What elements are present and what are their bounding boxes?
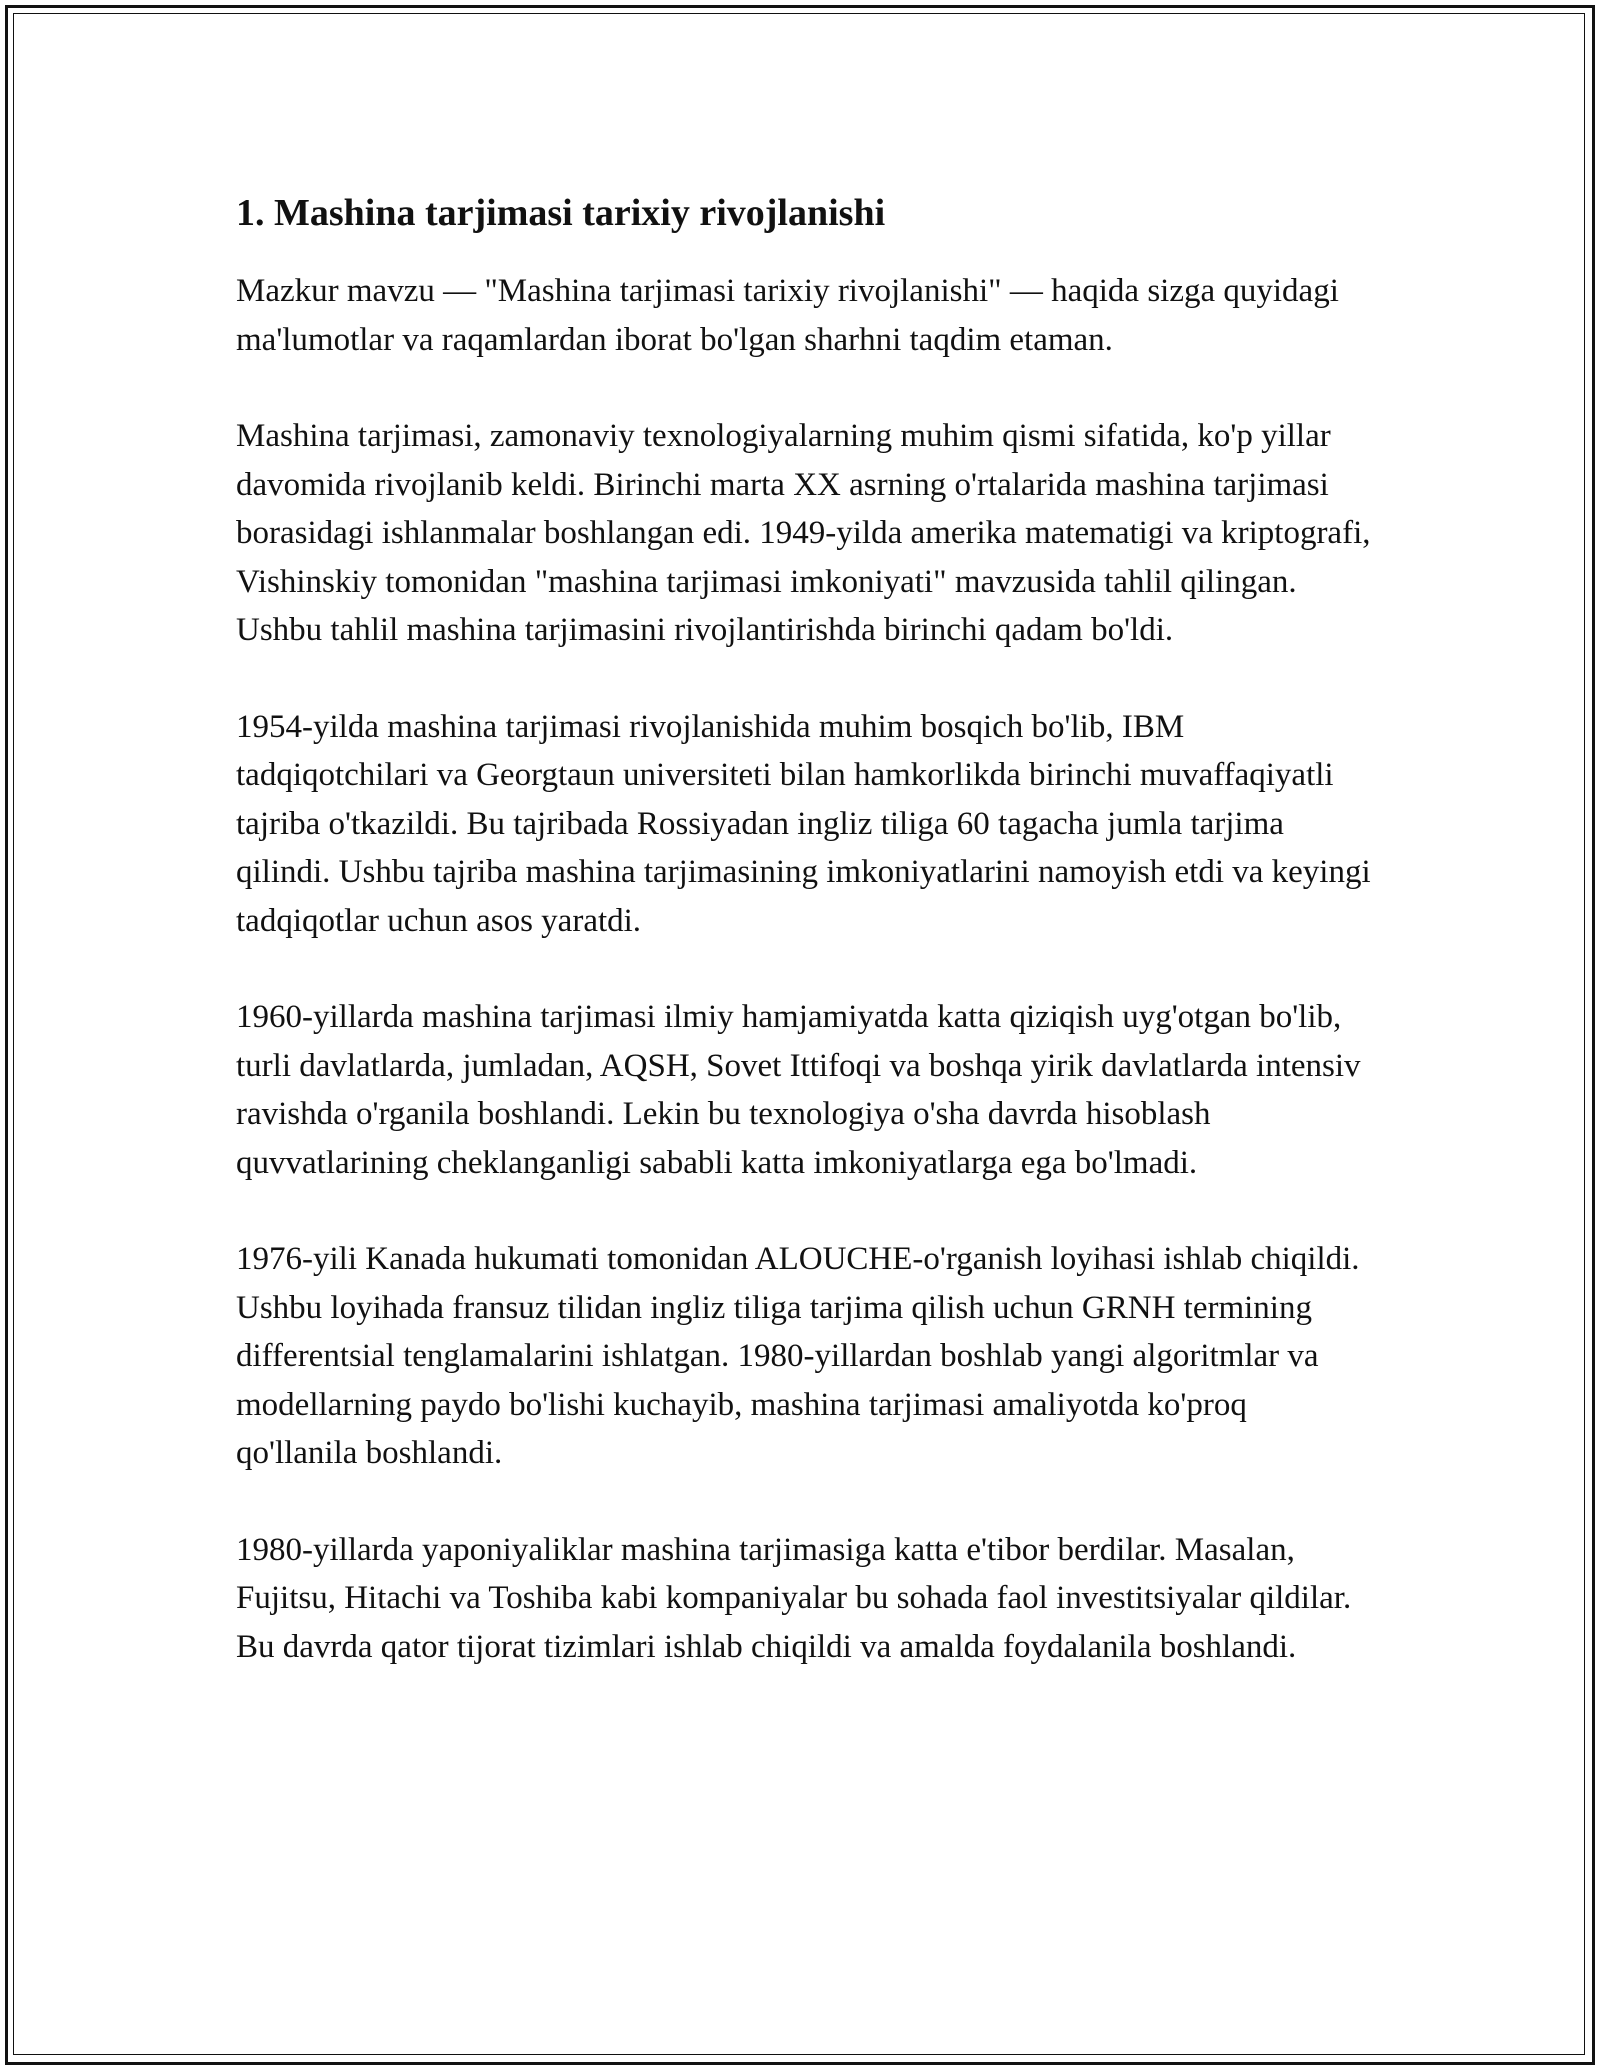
paragraph-1976: 1976-yili Kanada hukumati tomonidan ALOUCHE-o'rganish loyihasi ishlab chiqildi. Ushbu loyihada fransuz tilidan ingliz tiliga tarjima qilish uchun GRNH termining differentsial tenglamalarini ishlatgan. 1980-yillardan boshlab yangi algoritmlar va modellarning paydo bo'lishi kuchayib, mashina tarjimasi amaliyotda ko'proq qo'llanila boshlandi. <box>236 1241 1360 1471</box>
paragraph-1960s: 1960-yillarda mashina tarjimasi ilmiy hamjamiyatda katta qiziqish uyg'otgan bo'lib, turli davlatlarda, jumladan, AQSH, Sovet Ittifoqi va boshqa yirik davlatlarda intensiv ravishda o'rganila boshlandi. Lekin bu texnologiya o'sha davrda hisoblash quvvatlarining cheklanganligi sababli katta imkoniyatlarga ega bo'lmadi. <box>236 999 1361 1181</box>
document-title: 1. Mashina tarjimasi tarixiy rivojlanishi <box>236 192 886 234</box>
paragraph-1954: 1954-yilda mashina tarjimasi rivojlanishida muhim bosqich bo'lib, IBM tadqiqotchilari va Georgtaun universiteti bilan hamkorlikda birinchi muvaffaqiyatli tajriba o'tkazildi. Bu tajribada Rossiyadan ingliz tiliga 60 tagacha jumla tarjima qilindi. Ushbu tajriba mashina tarjimasining imkoniyatlarini namoyish etdi va keyingi tadqiqotlar uchun asos yaratdi. <box>236 708 1371 939</box>
paragraph-1980s: 1980-yillarda yaponiyaliklar mashina tarjimasiga katta e'tibor berdilar. Masalan, Fujitsu, Hitachi va Toshiba kabi kompaniyalar bu sohada faol investitsiyalar qildilar. Bu davrda qator tijorat tizimlari ishlab chiqildi va amalda foydalanila boshlandi. <box>236 1531 1352 1665</box>
paragraph-origins: Mashina tarjimasi, zamonaviy texnologiyalarning muhim qismi sifatida, ko'p yillar davomida rivojlanib keldi. Birinchi marta XX asrning o'rtalarida mashina tarjimasi borasidagi ishlanmalar boshlangan edi. 1949-yilda amerika matematigi va kriptografi, Vishinskiy tomonidan "mashina tarjimasi imkoniyati" mavzusida tahlil qilingan. Ushbu tahlil mashina tarjimasini rivojlantirishda birinchi qadam bo'ldi. <box>236 418 1371 648</box>
document-body <box>236 185 1376 1719</box>
paragraph-intro: Mazkur mavzu — "Mashina tarjimasi tarixiy rivojlanishi" — haqida sizga quyidagi ma'lumotlar va raqamlardan iborat bo'lgan sharhni taqdim etaman. <box>236 273 1339 358</box>
